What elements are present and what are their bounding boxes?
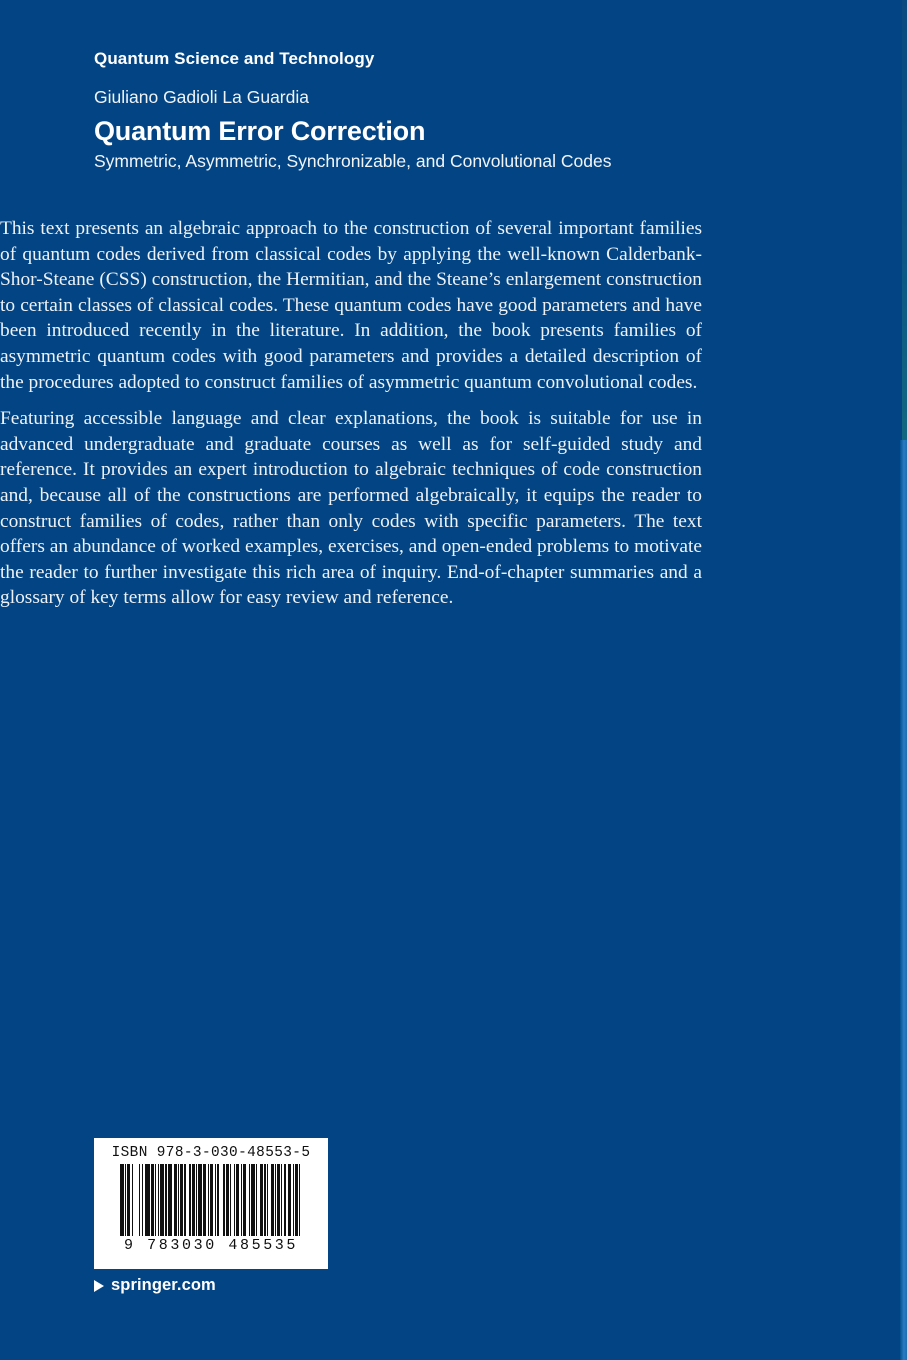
right-edge-highlight-top — [902, 0, 907, 440]
blurb-paragraph-2: Featuring accessible language and clear explanations, the book is suitable for use in advanced undergraduate and graduate courses as well as for self-guided study and reference. It provides an expert introduction to algebraic techniques of code construction and, because all of the constructions are performed algebraically, it equips the reader to construct families of codes, rather than only codes with specific parameters. The text offers an abundance of worked examples, exercises, and open-ended problems to motivate the reader to further investigate this rich area of inquiry. End-of-chapter summaries and a glossary of key terms allow for easy review and reference. — [0, 408, 702, 609]
springer-brand[interactable] — [94, 1276, 216, 1295]
isbn-text: ISBN 978-3-030-48553-5 — [111, 1145, 311, 1161]
book-title: Quantum Error Correction — [94, 116, 426, 146]
series-title: Quantum Science and Technology — [94, 49, 375, 68]
blurb-paragraph-1: This text presents an algebraic approach to the construction of several important families of quantum codes derived from classical codes by applying the well-known Calderbank-Shor-Steane (CSS) construction, the Hermitian, and the Steane’s enlargement construction to certain classes of classical codes. These quantum codes have good parameters and have been introduced recently in the literature. In addition, the book presents families of asymmetric quantum codes with good parameters and provides a detailed description of the procedures adopted to construct families of asymmetric quantum convolutional codes. — [0, 218, 702, 393]
springer-brand-label: springer.com — [111, 1276, 216, 1294]
triangle-play-icon — [94, 1280, 104, 1292]
isbn-barcode-block — [94, 1138, 328, 1269]
right-edge-highlight — [900, 440, 907, 1360]
book-subtitle: Symmetric, Asymmetric, Synchronizable, and Convolutional Codes — [94, 151, 612, 171]
barcode-digits: 9 783030 485535 — [123, 1237, 299, 1254]
author-name: Giuliano Gadioli La Guardia — [94, 87, 309, 107]
barcode-bars — [120, 1164, 301, 1236]
back-cover-blurb — [0, 216, 702, 611]
